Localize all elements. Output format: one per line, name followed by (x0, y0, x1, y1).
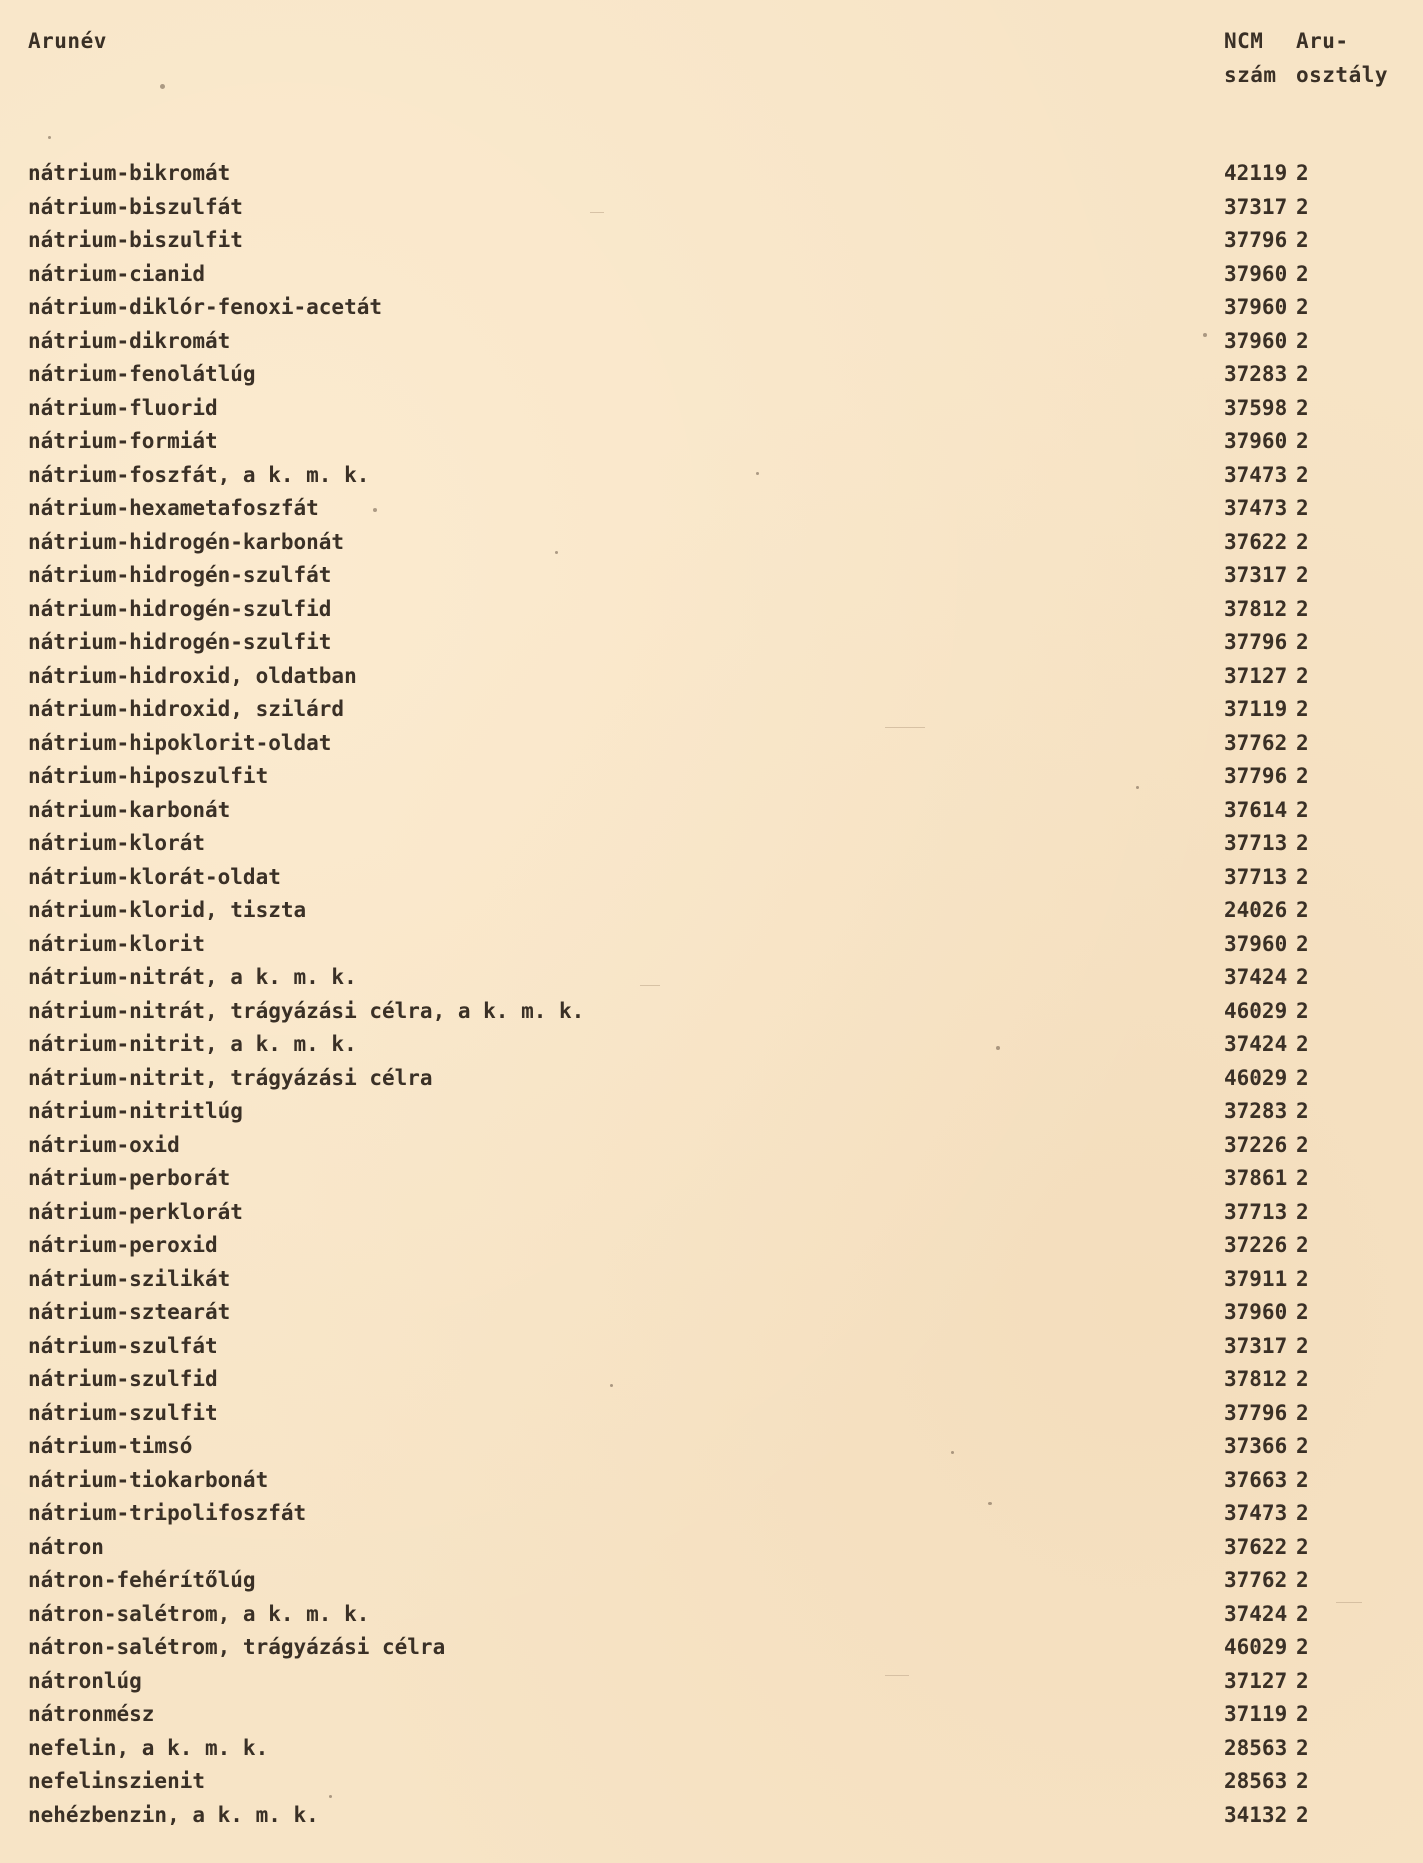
product-class: 2 (1296, 730, 1309, 755)
ncm-number: 28563 (1224, 1769, 1288, 1793)
table-row (0, 1631, 1423, 1665)
table-row (0, 1765, 1423, 1799)
product-class: 2 (1296, 898, 1309, 922)
product-name: nátrium-biszulfit (28, 228, 243, 252)
product-name: nátrium-bikromát (28, 161, 231, 185)
scan-speck (1136, 786, 1139, 789)
product-name: nátrium-dikromát (28, 328, 231, 353)
table-row (0, 1531, 1423, 1565)
product-name: nátrium-szulfát (28, 1333, 218, 1358)
ncm-number: 37283 (1224, 362, 1288, 386)
product-name: nátrium-cianid (28, 261, 206, 286)
product-name: nátrium-nitrit, a k. m. k. (28, 1032, 357, 1056)
product-class: 2 (1296, 663, 1309, 688)
table-row (0, 157, 1423, 191)
product-class: 2 (1296, 161, 1309, 185)
scan-speck (329, 1795, 332, 1798)
product-name: nátrium-klorid, tiszta (28, 898, 307, 922)
ncm-number: 37713 (1224, 864, 1288, 889)
product-name: nátrium-hidroxid, oldatban (28, 663, 357, 688)
table-row (0, 191, 1423, 225)
product-class: 2 (1296, 194, 1309, 219)
product-name: nátrium-nitritlúg (28, 1099, 243, 1123)
scan-speck (988, 1502, 992, 1505)
product-class: 2 (1296, 1735, 1309, 1760)
product-class: 2 (1296, 1099, 1309, 1123)
ncm-number: 37317 (1224, 194, 1288, 219)
scan-speck (160, 84, 165, 89)
ncm-number: 37614 (1224, 797, 1288, 822)
ncm-number: 37226 (1224, 1132, 1288, 1157)
product-name: nefelin, a k. m. k. (28, 1735, 269, 1760)
table-row (0, 1430, 1423, 1464)
ncm-number: 37424 (1224, 1032, 1288, 1056)
table-row (0, 1598, 1423, 1632)
product-name: nátrium-hiposzulfit (28, 764, 269, 788)
ncm-number: 37796 (1224, 630, 1288, 654)
product-class: 2 (1296, 1467, 1309, 1492)
column-header-class-line2: osztály (1296, 63, 1389, 87)
product-class: 2 (1296, 1635, 1309, 1659)
product-name: nátrium-hexametafoszfát (28, 496, 319, 520)
scan-mark (885, 1675, 909, 1676)
product-class: 2 (1296, 429, 1309, 453)
ncm-number: 37960 (1224, 328, 1288, 353)
product-class: 2 (1296, 1534, 1309, 1559)
table-row (0, 425, 1423, 459)
product-class: 2 (1296, 228, 1309, 252)
table-row (0, 1698, 1423, 1732)
product-class: 2 (1296, 864, 1309, 889)
ncm-number: 37622 (1224, 529, 1288, 554)
ncm-number: 37473 (1224, 1501, 1288, 1525)
product-name: nátrium-klorit (28, 931, 206, 956)
ncm-number: 24026 (1224, 898, 1288, 922)
product-class: 2 (1296, 1802, 1309, 1827)
scan-speck (756, 472, 759, 475)
product-name: nátrium-nitrit, trágyázási célra (28, 1065, 433, 1090)
product-class: 2 (1296, 261, 1309, 286)
ncm-number: 37796 (1224, 764, 1288, 788)
scan-mark (640, 985, 660, 986)
product-class: 2 (1296, 395, 1309, 420)
ncm-number: 37796 (1224, 228, 1288, 252)
table-row (0, 392, 1423, 426)
ncm-number: 37473 (1224, 462, 1288, 487)
table-row (0, 861, 1423, 895)
ncm-number: 37622 (1224, 1534, 1288, 1559)
product-name: nátrium-fenolátlúg (28, 362, 256, 386)
ncm-number: 34132 (1224, 1802, 1288, 1827)
product-class: 2 (1296, 1367, 1309, 1391)
product-class: 2 (1296, 1333, 1309, 1358)
ncm-number: 37762 (1224, 1568, 1288, 1592)
table-row (0, 1162, 1423, 1196)
product-name: nátron-fehérítőlúg (28, 1568, 256, 1592)
table-row (0, 1229, 1423, 1263)
product-class: 2 (1296, 931, 1309, 956)
table-row (0, 1564, 1423, 1598)
column-header-name-label: Arunév (28, 29, 107, 53)
product-class: 2 (1296, 1300, 1309, 1324)
product-class: 2 (1296, 831, 1309, 855)
ncm-number: 37796 (1224, 1400, 1288, 1425)
ncm-number: 28563 (1224, 1735, 1288, 1760)
ncm-number: 37663 (1224, 1467, 1288, 1492)
column-header-ncm-line1: NCM (1224, 29, 1264, 53)
table-row (0, 1095, 1423, 1129)
ncm-number: 37226 (1224, 1233, 1288, 1257)
ncm-number: 42119 (1224, 161, 1288, 185)
table-row (0, 1464, 1423, 1498)
ncm-number: 37812 (1224, 596, 1288, 621)
ncm-number: 37960 (1224, 1300, 1288, 1324)
table-row (0, 559, 1423, 593)
product-class: 2 (1296, 1501, 1309, 1525)
table-row (0, 995, 1423, 1029)
product-class: 2 (1296, 1702, 1309, 1726)
product-class: 2 (1296, 596, 1309, 621)
product-class: 2 (1296, 1434, 1309, 1458)
table-row (0, 1028, 1423, 1062)
table-row (0, 358, 1423, 392)
product-name: nehézbenzin, a k. m. k. (28, 1802, 319, 1827)
product-table (0, 157, 1423, 1832)
table-row (0, 827, 1423, 861)
ncm-number: 37960 (1224, 261, 1288, 286)
scan-speck (48, 136, 51, 139)
table-row (0, 258, 1423, 292)
ncm-number: 37317 (1224, 1333, 1288, 1358)
scan-speck (996, 1046, 1000, 1050)
ncm-number: 37713 (1224, 1199, 1288, 1224)
product-name: nátrium-hidrogén-szulfát (28, 563, 332, 587)
scan-speck (610, 1384, 613, 1387)
product-name: nátrium-hidrogén-szulfid (28, 596, 332, 621)
product-class: 2 (1296, 1568, 1309, 1592)
product-name: nátronlúg (28, 1668, 142, 1693)
product-class: 2 (1296, 1166, 1309, 1190)
product-class: 2 (1296, 1668, 1309, 1693)
product-name: nátrium-nitrát, trágyázási célra, a k. m. k. (28, 998, 585, 1023)
ncm-number: 37861 (1224, 1166, 1288, 1190)
table-row (0, 961, 1423, 995)
product-name: nátron-salétrom, a k. m. k. (28, 1601, 370, 1626)
ncm-number: 37960 (1224, 931, 1288, 956)
product-name: nátrium-klorát (28, 831, 206, 855)
column-header-ncm-line2: szám (1224, 63, 1277, 87)
product-name: nátrium-perborát (28, 1166, 231, 1190)
product-class: 2 (1296, 998, 1309, 1023)
product-name: nátrium-oxid (28, 1132, 180, 1157)
product-name: nátrium-tripolifoszfát (28, 1501, 307, 1525)
product-class: 2 (1296, 1233, 1309, 1257)
scan-speck (951, 1451, 954, 1454)
product-name: nátrium-hipoklorit-oldat (28, 730, 332, 755)
product-class: 2 (1296, 1601, 1309, 1626)
product-class: 2 (1296, 328, 1309, 353)
table-row (0, 1799, 1423, 1833)
ncm-number: 37960 (1224, 429, 1288, 453)
scan-mark (1336, 1602, 1362, 1603)
product-class: 2 (1296, 362, 1309, 386)
table-row (0, 1497, 1423, 1531)
product-name: nátrium-hidrogén-karbonát (28, 529, 345, 554)
ncm-number: 37119 (1224, 697, 1288, 721)
product-name: nátrium-biszulfát (28, 194, 243, 219)
scan-speck (1203, 333, 1207, 337)
ncm-number: 37473 (1224, 496, 1288, 520)
product-name: nátrium-karbonát (28, 797, 231, 822)
product-class: 2 (1296, 1032, 1309, 1056)
product-class: 2 (1296, 1266, 1309, 1291)
ncm-number: 37424 (1224, 965, 1288, 989)
product-name: nátrium-tiokarbonát (28, 1467, 269, 1492)
table-row (0, 224, 1423, 258)
product-name: nátrium-szulfid (28, 1367, 218, 1391)
table-row (0, 1330, 1423, 1364)
column-header-ncm (1224, 24, 1286, 92)
product-name: nátronmész (28, 1702, 155, 1726)
table-row (0, 459, 1423, 493)
table-row (0, 727, 1423, 761)
ncm-number: 37960 (1224, 295, 1288, 319)
ncm-number: 37598 (1224, 395, 1288, 420)
product-name: nátrium-hidrogén-szulfit (28, 630, 332, 654)
product-name: nefelinszienit (28, 1769, 206, 1793)
product-class: 2 (1296, 630, 1309, 654)
ncm-number: 46029 (1224, 998, 1288, 1023)
table-row (0, 1062, 1423, 1096)
scan-speck (555, 551, 558, 554)
scan-speck (373, 508, 377, 512)
product-class: 2 (1296, 697, 1309, 721)
product-class: 2 (1296, 1400, 1309, 1425)
scan-mark (885, 727, 925, 728)
product-class: 2 (1296, 563, 1309, 587)
product-class: 2 (1296, 1769, 1309, 1793)
product-name: nátrium-formiát (28, 429, 218, 453)
product-name: nátrium-timsó (28, 1434, 193, 1458)
product-class: 2 (1296, 764, 1309, 788)
product-name: nátrium-szilikát (28, 1266, 231, 1291)
product-class: 2 (1296, 462, 1309, 487)
product-name: nátrium-peroxid (28, 1233, 218, 1257)
ncm-number: 46029 (1224, 1065, 1288, 1090)
table-row (0, 1129, 1423, 1163)
product-name: nátrium-sztearát (28, 1300, 231, 1324)
table-row (0, 693, 1423, 727)
table-row (0, 1296, 1423, 1330)
product-name: nátrium-perklorát (28, 1199, 243, 1224)
ncm-number: 37317 (1224, 563, 1288, 587)
table-row (0, 1732, 1423, 1766)
ncm-number: 46029 (1224, 1635, 1288, 1659)
product-class: 2 (1296, 295, 1309, 319)
ncm-number: 37911 (1224, 1266, 1288, 1291)
product-name: nátrium-szulfit (28, 1400, 218, 1425)
product-class: 2 (1296, 965, 1309, 989)
table-row (0, 928, 1423, 962)
table-row (0, 526, 1423, 560)
table-row (0, 894, 1423, 928)
ncm-number: 37713 (1224, 831, 1288, 855)
ncm-number: 37127 (1224, 663, 1288, 688)
product-class: 2 (1296, 797, 1309, 822)
scan-mark (590, 212, 604, 213)
product-name: nátrium-foszfát, a k. m. k. (28, 462, 370, 487)
product-class: 2 (1296, 529, 1309, 554)
ncm-number: 37127 (1224, 1668, 1288, 1693)
product-name: nátrium-klorát-oldat (28, 864, 281, 889)
product-name: nátrium-hidroxid, szilárd (28, 697, 345, 721)
table-row (0, 593, 1423, 627)
product-name: nátrium-diklór-fenoxi-acetát (28, 295, 383, 319)
table-row (0, 1665, 1423, 1699)
column-header-class-line1: Aru- (1296, 29, 1349, 53)
table-row (0, 492, 1423, 526)
table-row (0, 325, 1423, 359)
ncm-number: 37366 (1224, 1434, 1288, 1458)
table-row (0, 291, 1423, 325)
ncm-number: 37283 (1224, 1099, 1288, 1123)
product-class: 2 (1296, 496, 1309, 520)
product-class: 2 (1296, 1199, 1309, 1224)
table-row (0, 1363, 1423, 1397)
product-name: nátrium-nitrát, a k. m. k. (28, 965, 357, 989)
table-row (0, 1263, 1423, 1297)
table-row (0, 626, 1423, 660)
product-class: 2 (1296, 1132, 1309, 1157)
ncm-number: 37762 (1224, 730, 1288, 755)
ncm-number: 37424 (1224, 1601, 1288, 1626)
ncm-number: 37812 (1224, 1367, 1288, 1391)
table-row (0, 794, 1423, 828)
table-row (0, 660, 1423, 694)
product-class: 2 (1296, 1065, 1309, 1090)
product-name: nátron (28, 1534, 104, 1559)
column-header-name (28, 24, 107, 58)
table-row (0, 1196, 1423, 1230)
table-row (0, 1397, 1423, 1431)
product-name: nátrium-fluorid (28, 395, 218, 420)
table-row (0, 760, 1423, 794)
product-name: nátron-salétrom, trágyázási célra (28, 1635, 446, 1659)
ncm-number: 37119 (1224, 1702, 1288, 1726)
column-header-class (1296, 24, 1406, 92)
